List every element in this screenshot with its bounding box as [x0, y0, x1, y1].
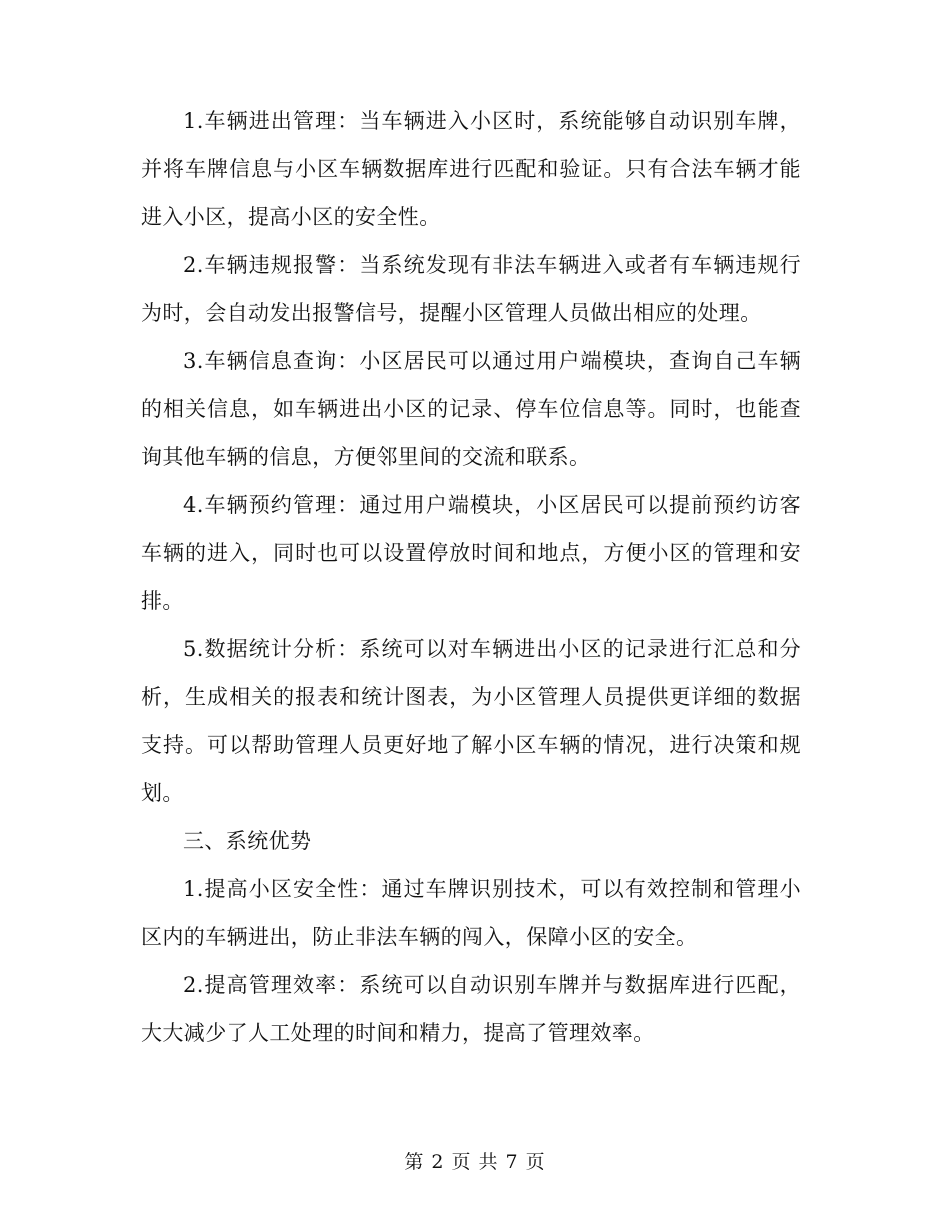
paragraph-statistics: 5.数据统计分析：系统可以对车辆进出小区的记录进行汇总和分析，生成相关的报表和统计图表，为小区管理人员提供更详细的数据支持。可以帮助管理人员更好地了解小区车辆的情况，进行决策和规划。 [141, 637, 801, 805]
paragraph-vehicle-query: 3.车辆信息查询：小区居民可以通过用户端模块，查询自己车辆的相关信息，如车辆进出小区的记录、停车位信息等。同时，也能查询其他车辆的信息，方便邻里间的交流和联系。 [141, 349, 801, 469]
document-body [141, 97, 801, 1057]
paragraph-violation-alarm: 2.车辆违规报警：当系统发现有非法车辆进入或者有车辆违规行为时，会自动发出报警信号，提醒小区管理人员做出相应的处理。 [141, 253, 801, 325]
section-heading-advantages: 三、系统优势 [183, 829, 312, 853]
page-number-footer: 第 2 页 共 7 页 [404, 1151, 546, 1173]
paragraph-efficiency: 2.提高管理效率：系统可以自动识别车牌并与数据库进行匹配，大大减少了人工处理的时间和精力，提高了管理效率。 [141, 973, 801, 1045]
paragraph-reservation: 4.车辆预约管理：通过用户端模块，小区居民可以提前预约访客车辆的进入，同时也可以设置停放时间和地点，方便小区的管理和安排。 [141, 493, 801, 613]
paragraph-security: 1.提高小区安全性：通过车牌识别技术，可以有效控制和管理小区内的车辆进出，防止非法车辆的闯入，保障小区的安全。 [141, 877, 801, 949]
paragraph-vehicle-access: 1.车辆进出管理：当车辆进入小区时，系统能够自动识别车牌，并将车牌信息与小区车辆数据库进行匹配和验证。只有合法车辆才能进入小区，提高小区的安全性。 [141, 109, 801, 229]
